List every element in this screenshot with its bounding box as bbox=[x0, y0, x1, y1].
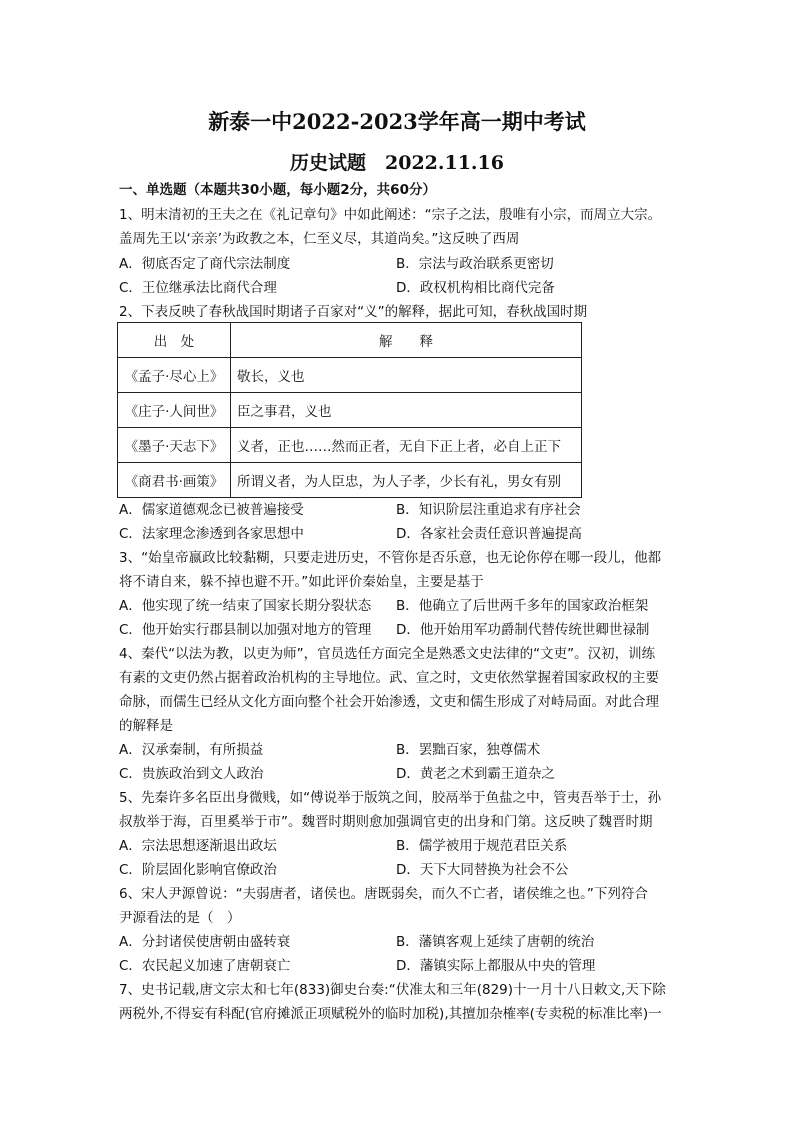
question-4-line-3: 命脉，而儒生已经从文化方面向整个社会开始渗透，文吏和儒生形成了对峙局面。对此合理 bbox=[119, 694, 659, 710]
question-6-option-b: B．藩镇客观上延续了唐朝的统治 bbox=[396, 934, 595, 950]
table-row bbox=[118, 428, 582, 463]
table-cell-source: 《庄子·人间世》 bbox=[118, 393, 231, 428]
question-6-option-a: A．分封诸侯使唐朝由盛转衰 bbox=[119, 934, 291, 950]
question-5-option-b: B．儒学被用于规范君臣关系 bbox=[396, 838, 568, 854]
table-cell-source: 《墨子·天志下》 bbox=[118, 428, 231, 463]
table-header-explanation: 解 释 bbox=[231, 323, 582, 358]
question-4-option-c: C．贵族政治到文人政治 bbox=[119, 766, 264, 782]
question-6-line-2: 尹源看法的是（ ） bbox=[119, 910, 241, 926]
question-3-option-a: A．他实现了统一结束了国家长期分裂状态 bbox=[119, 598, 372, 614]
question-2-option-d: D．各家社会责任意识普遍提高 bbox=[396, 526, 582, 542]
question-4-line-1: 4、秦代“以法为教，以吏为师”，官员选任方面完全是熟悉文史法律的“文吏”。汉初，训练 bbox=[119, 646, 656, 662]
question-5-line-2: 叔敖举于海，百里奚举于市”。魏晋时期则愈加强调官吏的出身和门第。这反映了魏晋时期 bbox=[119, 814, 653, 830]
question-2-option-a: A．儒家道德观念已被普遍接受 bbox=[119, 502, 304, 518]
question-1-option-d: D．政权机构相比商代完备 bbox=[396, 280, 555, 296]
source-table bbox=[117, 322, 582, 498]
table-row bbox=[118, 393, 582, 428]
section-heading: 一、单选题（本题共30小题，每小题2分，共60分） bbox=[119, 182, 436, 198]
question-5-option-a: A．宗法思想逐渐退出政坛 bbox=[119, 838, 277, 854]
question-4-option-a: A．汉承秦制，有所损益 bbox=[119, 742, 264, 758]
table-cell-explanation: 义者，正也……然而正者，无自下正上者，必自上正下 bbox=[231, 428, 582, 463]
table-cell-explanation: 臣之事君，义也 bbox=[231, 393, 582, 428]
question-4-option-b: B．罢黜百家，独尊儒术 bbox=[396, 742, 541, 758]
question-3-line-2: 将不请自来，躲不掉也避不开。”如此评价秦始皇，主要是基于 bbox=[119, 574, 484, 590]
table-header-source: 出 处 bbox=[118, 323, 231, 358]
question-2-line-1: 2、下表反映了春秋战国时期诸子百家对“义”的解释，据此可知，春秋战国时期 bbox=[119, 304, 588, 320]
question-3-option-b: B．他确立了后世两千多年的国家政治框架 bbox=[396, 598, 649, 614]
exam-title: 新泰一中2022-2023学年高一期中考试 bbox=[208, 109, 586, 134]
table-row bbox=[118, 463, 582, 498]
question-6-option-c: C．农民起义加速了唐朝衰亡 bbox=[119, 958, 291, 974]
question-1-option-b: B．宗法与政治联系更密切 bbox=[396, 256, 554, 272]
question-2-option-b: B．知识阶层注重追求有序社会 bbox=[396, 502, 581, 518]
question-2-option-c: C．法家理念渗透到各家思想中 bbox=[119, 526, 304, 542]
question-1-option-a: A．彻底否定了商代宗法制度 bbox=[119, 256, 291, 272]
question-4-line-2: 有素的文吏仍然占据着政治机构的主导地位。武、宣之时，文吏依然掌握着国家政权的主要 bbox=[119, 670, 659, 686]
table-cell-explanation: 所谓义者，为人臣忠，为人子孝，少长有礼，男女有别 bbox=[231, 463, 582, 498]
question-7-line-2: 两税外,不得妄有科配(官府摊派正项赋税外的临时加税),其擅加杂榷率(专卖税的标准比率)一 bbox=[119, 1006, 662, 1022]
question-7-line-1: 7、史书记载,唐文宗太和七年(833)御史台奏:“伏准太和三年(829)十一月十八日敕文,天下除 bbox=[119, 982, 666, 998]
question-5-option-d: D．天下大同替换为社会不公 bbox=[396, 862, 569, 878]
question-1-option-c: C．王位继承法比商代合理 bbox=[119, 280, 277, 296]
table-header-row bbox=[118, 323, 582, 358]
table-cell-source: 《孟子·尽心上》 bbox=[118, 358, 231, 393]
question-1-line-2: 盖周先王以‘亲亲’为政教之本，仁至义尽，其道尚矣。”这反映了西周 bbox=[119, 231, 520, 247]
question-5-option-c: C．阶层固化影响官僚政治 bbox=[119, 862, 277, 878]
question-3-line-1: 3、“始皇帝嬴政比较黏糊，只要走进历史，不管你是否乐意，也无论你停在哪一段儿，他都 bbox=[119, 550, 662, 566]
exam-subtitle: 历史试题 2022.11.16 bbox=[290, 152, 504, 174]
question-4-option-d: D．黄老之术到霸王道杂之 bbox=[396, 766, 555, 782]
table-cell-source: 《商君书·画策》 bbox=[118, 463, 231, 498]
question-6-line-1: 6、宋人尹源曾说：“夫弱唐者，诸侯也。唐既弱矣，而久不亡者，诸侯维之也。”下列符合 bbox=[119, 886, 648, 902]
question-4-line-4: 的解释是 bbox=[119, 718, 173, 734]
table-row bbox=[118, 358, 582, 393]
question-1-line-1: 1、明末清初的王夫之在《礼记章句》中如此阐述：“宗子之法，殷唯有小宗，而周立大宗。 bbox=[119, 207, 662, 223]
question-6-option-d: D．藩镇实际上都服从中央的管理 bbox=[396, 958, 596, 974]
question-5-line-1: 5、先秦许多名臣出身微贱，如“傅说举于版筑之间，胶鬲举于鱼盐之中，管夷吾举于士，孙 bbox=[119, 790, 662, 806]
question-3-option-d: D．他开始用军功爵制代替传统世卿世禄制 bbox=[396, 622, 650, 638]
table-cell-explanation: 敬长，义也 bbox=[231, 358, 582, 393]
question-3-option-c: C．他开始实行郡县制以加强对地方的管理 bbox=[119, 622, 372, 638]
